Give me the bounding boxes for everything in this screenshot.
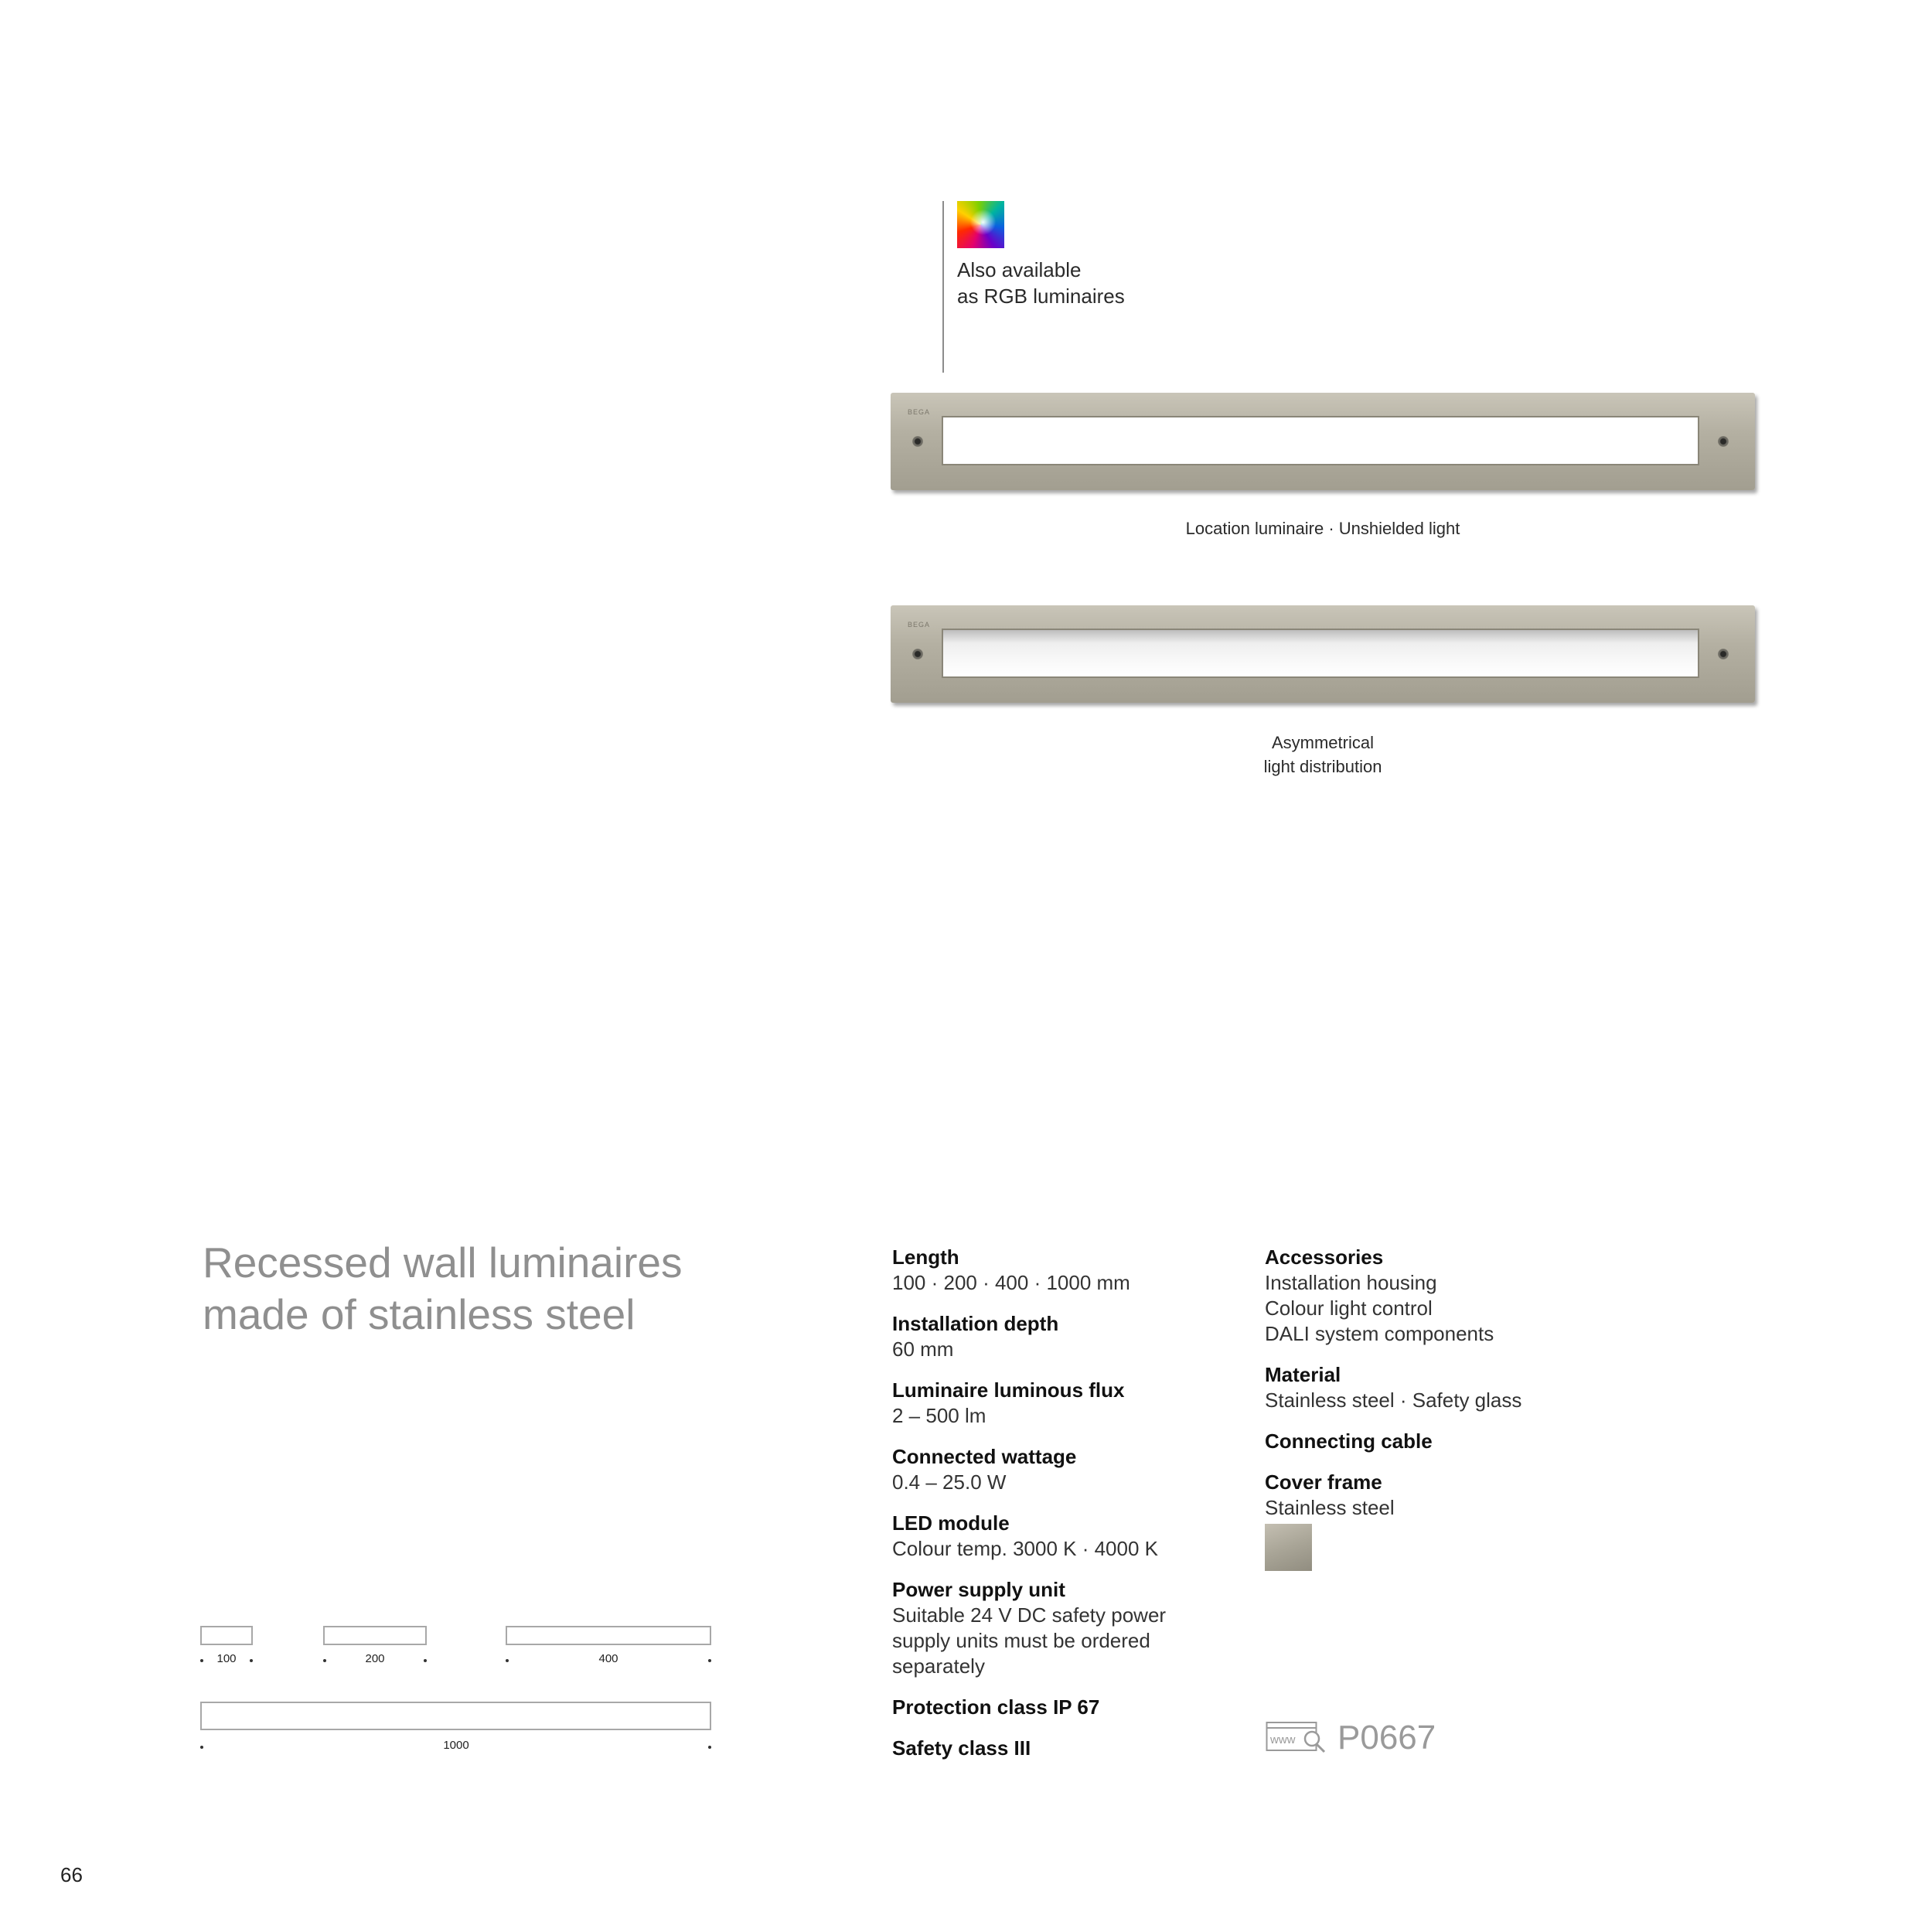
screw-icon (912, 436, 923, 447)
dimension-tick (708, 1746, 711, 1749)
luminaire-light-window (942, 416, 1699, 465)
page-number: 66 (60, 1863, 83, 1886)
spec-material (1265, 1362, 1620, 1413)
spec-label: Installation depth (892, 1312, 1059, 1335)
spec-label: Accessories (1265, 1245, 1384, 1269)
dimension-box-100 (200, 1626, 253, 1645)
spec-value: 60 mm (892, 1337, 954, 1361)
dimension-tick (708, 1659, 711, 1662)
dimension-label-400: 400 (598, 1652, 618, 1665)
spec-label: Luminaire luminous flux (892, 1378, 1125, 1402)
dimension-label-1000: 1000 (443, 1739, 469, 1752)
spec-label: Length (892, 1245, 959, 1269)
dimension-box-400 (506, 1626, 711, 1645)
dimension-box-200 (323, 1626, 427, 1645)
spec-value: Suitable 24 V DC safety power supply units must be ordered separately (892, 1603, 1167, 1678)
spec-label: Safety class III (892, 1736, 1031, 1760)
spec-cover-frame (1265, 1470, 1620, 1571)
luminaire-caption-unshielded: Location luminaire · Unshielded light (1185, 519, 1460, 538)
spec-label: Protection class IP 67 (892, 1695, 1100, 1719)
luminaire-light-window (942, 629, 1699, 678)
spec-value: 0.4 – 25.0 W (892, 1470, 1007, 1494)
spec-label: LED module (892, 1511, 1010, 1535)
luminaire-brand-mark: BEGA (908, 621, 931, 629)
spec-accessories (1265, 1245, 1620, 1347)
spec-label: Cover frame (1265, 1470, 1382, 1494)
spec-safety-class (892, 1736, 1232, 1761)
spec-value: 2 – 500 lm (892, 1404, 986, 1427)
luminaire-brand-mark: BEGA (908, 408, 931, 416)
rgb-colour-icon (957, 201, 1004, 248)
spec-label: Material (1265, 1363, 1341, 1386)
dimension-label-200: 200 (365, 1652, 385, 1665)
web-icon-text: www (1270, 1733, 1296, 1746)
screw-icon (1718, 436, 1729, 447)
dimension-box-1000 (200, 1702, 711, 1730)
dimension-tick (323, 1659, 326, 1662)
web-search-icon (1266, 1720, 1327, 1754)
dimension-tick (200, 1746, 203, 1749)
spec-value: Stainless steel · Safety glass (1265, 1389, 1522, 1412)
spec-length (892, 1245, 1232, 1296)
luminaire-caption-asymmetrical: Asymmetrical light distribution (1263, 733, 1382, 776)
spec-protection-class (892, 1695, 1232, 1720)
spec-value: Colour temp. 3000 K · 4000 K (892, 1537, 1158, 1560)
dimension-label-100: 100 (216, 1652, 237, 1665)
spec-label: Connected wattage (892, 1445, 1077, 1468)
spec-value: Stainless steel (1265, 1496, 1395, 1519)
spec-connecting-cable (1265, 1429, 1620, 1454)
luminaire-photo-asymmetrical (891, 605, 1755, 703)
spec-value: 100 · 200 · 400 · 1000 mm (892, 1271, 1130, 1294)
dimension-tick (424, 1659, 427, 1662)
spec-led-module (892, 1511, 1232, 1562)
dimension-tick (200, 1659, 203, 1662)
spec-list-right (1265, 1245, 1620, 1586)
rgb-note-text: Also available as RGB luminaires (957, 258, 1125, 308)
spec-power-supply-unit (892, 1577, 1232, 1679)
screw-icon (912, 649, 923, 659)
spec-installation-depth (892, 1311, 1232, 1362)
spec-value: Installation housing Colour light control DALI system components (1265, 1271, 1494, 1345)
spec-label: Power supply unit (892, 1578, 1065, 1601)
page-title: Recessed wall luminaires made of stainless steel (203, 1239, 683, 1338)
dimension-tick (506, 1659, 509, 1662)
web-product-code[interactable]: P0667 (1337, 1719, 1436, 1757)
luminaire-photo-unshielded (891, 393, 1755, 490)
spec-connected-wattage (892, 1444, 1232, 1495)
dimension-tick (250, 1659, 253, 1662)
stainless-steel-swatch (1265, 1524, 1312, 1571)
spec-list-left (892, 1245, 1232, 1777)
rgb-note-rule (942, 201, 944, 373)
spec-luminous-flux (892, 1378, 1232, 1429)
spec-label: Connecting cable (1265, 1429, 1433, 1453)
screw-icon (1718, 649, 1729, 659)
